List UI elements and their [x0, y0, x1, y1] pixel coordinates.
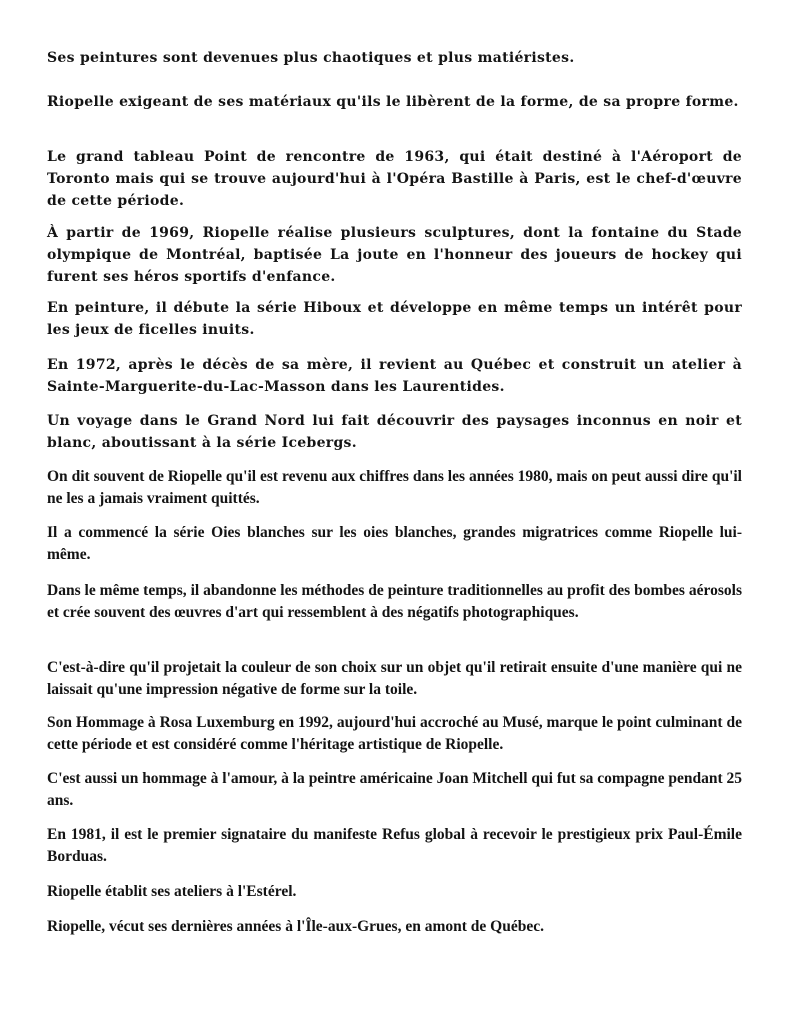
paragraph-1: Ses peintures sont devenues plus chaotiques et plus matiéristes. [47, 50, 575, 66]
paragraph-14: En 1981, il est le premier signataire du manifeste Refus global à recevoir le prestigieux prix Paul-Émile Borduas. [47, 826, 742, 865]
paragraph-6: En 1972, après le décès de sa mère, il revient au Québec et construit un atelier à Sainte-Marguerite-du-Lac-Masson dans les Laurentides. [47, 357, 742, 395]
paragraph-3: Le grand tableau Point de rencontre de 1963, qui était destiné à l'Aéroport de Toronto mais qui se trouve aujourd'hui à l'Opéra Bastille à Paris, est le chef-d'œuvre de cette période. [47, 149, 742, 209]
paragraph-8: On dit souvent de Riopelle qu'il est revenu aux chiffres dans les années 1980, mais on peut aussi dire qu'il ne les a jamais vraiment quittés. [47, 468, 742, 507]
paragraph-7: Un voyage dans le Grand Nord lui fait découvrir des paysages inconnus en noir et blanc, aboutissant à la série Icebergs. [47, 413, 742, 451]
paragraph-15: Riopelle établit ses ateliers à l'Estérel. [47, 883, 297, 900]
paragraph-12: Son Hommage à Rosa Luxemburg en 1992, aujourd'hui accroché au Musé, marque le point culminant de cette période et est considéré comme l'héritage artistique de Riopelle. [47, 714, 742, 753]
paragraph-5: En peinture, il débute la série Hiboux et développe en même temps un intérêt pour les jeux de ficelles inuits. [47, 300, 742, 338]
paragraph-16: Riopelle, vécut ses dernières années à l'Île-aux-Grues, en amont de Québec. [47, 918, 544, 935]
paragraph-4: À partir de 1969, Riopelle réalise plusieurs sculptures, dont la fontaine du Stade olympique de Montréal, baptisée La joute en l'honneur des joueurs de hockey qui furent ses héros sportifs d'enfance. [47, 225, 742, 285]
paragraph-13: C'est aussi un hommage à l'amour, à la peintre américaine Joan Mitchell qui fut sa compagne pendant 25 ans. [47, 770, 742, 809]
paragraph-10: Dans le même temps, il abandonne les méthodes de peinture traditionnelles au profit des bombes aérosols et crée souvent des œuvres d'art qui ressemblent à des négatifs photographiques. [47, 582, 742, 621]
paragraph-11: C'est-à-dire qu'il projetait la couleur de son choix sur un objet qu'il retirait ensuite d'une manière qui ne laissait qu'une impression négative de forme sur la toile. [47, 659, 742, 698]
paragraph-2: Riopelle exigeant de ses matériaux qu'ils le libèrent de la forme, de sa propre forme. [47, 94, 739, 110]
paragraph-9: Il a commencé la série Oies blanches sur les oies blanches, grandes migratrices comme Riopelle lui-même. [47, 524, 742, 563]
